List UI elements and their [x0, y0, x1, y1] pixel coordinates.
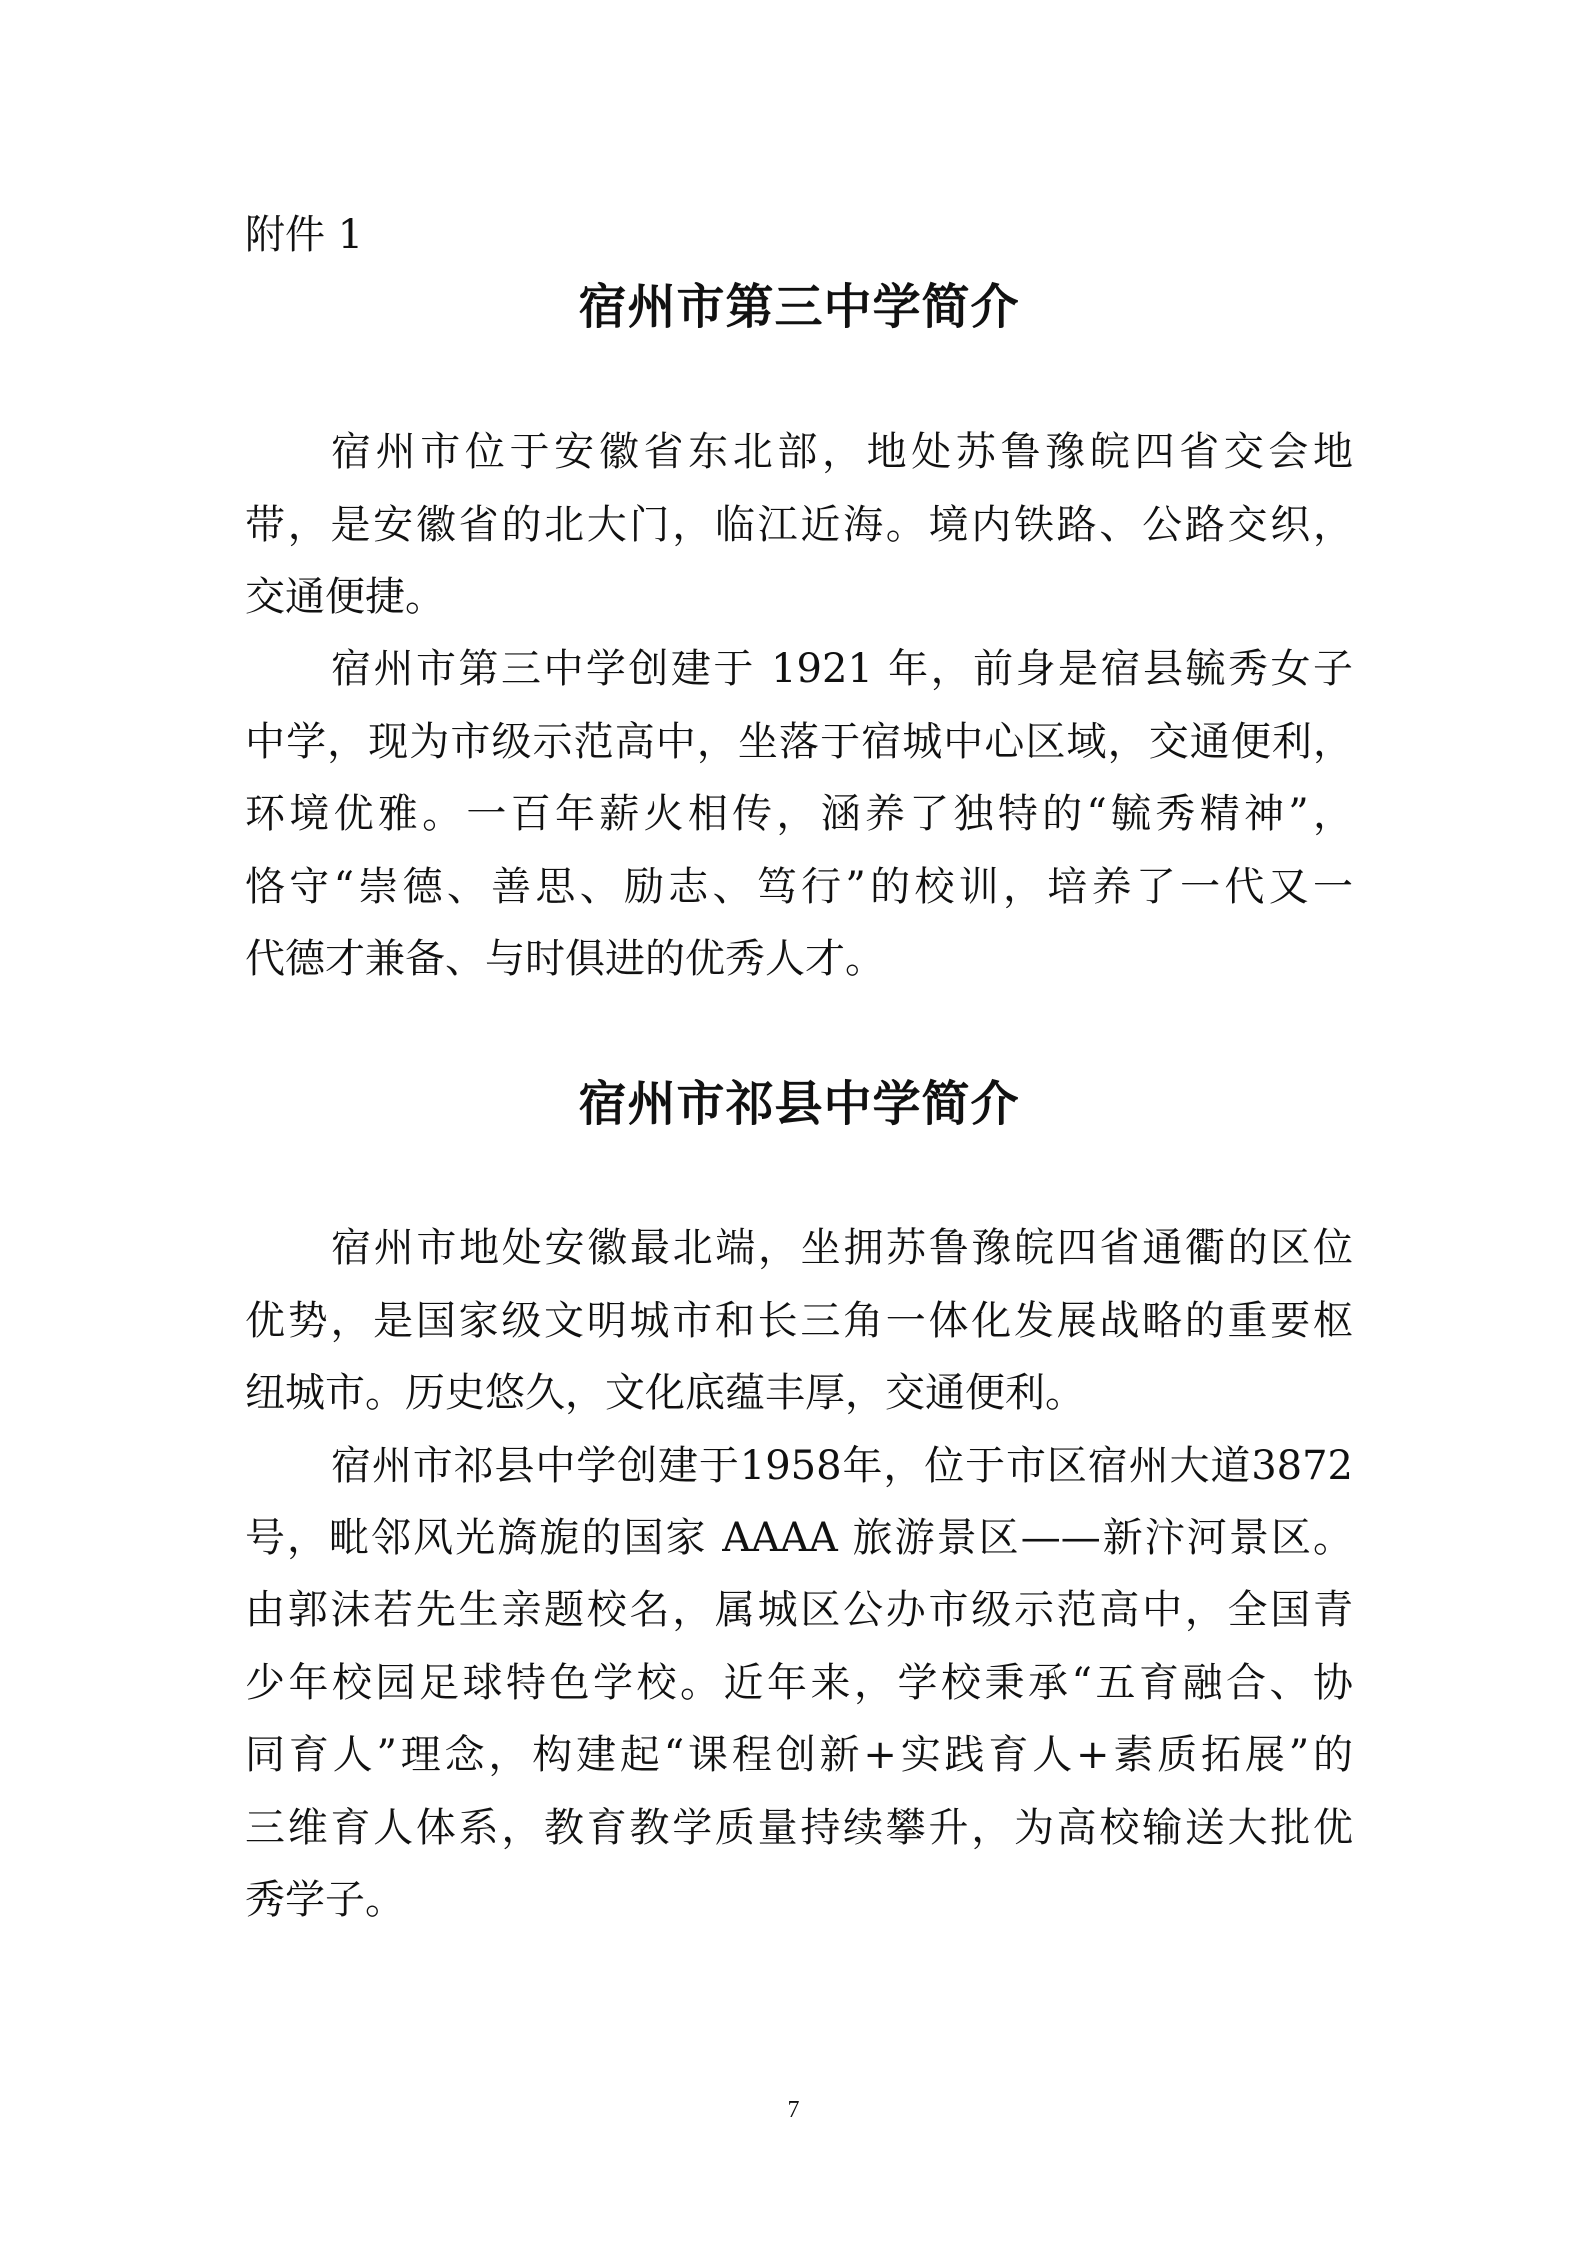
paragraph-line: 少年校园足球特色学校。近年来，学校秉承“五育融合、协: [245, 1659, 1353, 1706]
paragraph-line: 宿州市祁县中学创建于1958年，位于市区宿州大道3872: [331, 1442, 1353, 1489]
paragraph-line: 同育人”理念，构建起“课程创新+实践育人+素质拓展”的: [245, 1732, 1353, 1779]
paragraph-line: 带，是安徽省的北大门，临江近海。境内铁路、公路交织，: [245, 501, 1353, 548]
paragraph-line: 宿州市位于安徽省东北部，地处苏鲁豫皖四省交会地: [331, 429, 1353, 476]
section-school-3: [245, 271, 1353, 995]
paragraph: [245, 1212, 1353, 1429]
paragraph-line: 优势，是国家级文明城市和长三角一体化发展战略的重要枢: [245, 1297, 1353, 1344]
paragraph-line: 恪守“崇德、善思、励志、笃行”的校训，培养了一代又一: [245, 863, 1353, 910]
paragraph: [245, 416, 1353, 633]
paragraph: [245, 1430, 1353, 1937]
paragraph-line: 环境优雅。一百年薪火相传，涵养了独特的“毓秀精神”，: [245, 791, 1353, 838]
attachment-label: 附件 1: [245, 212, 364, 258]
blank-line: [245, 995, 1353, 1067]
blank-line: [245, 1140, 1353, 1212]
paragraph-line: 纽城市。历史悠久，文化底蕴丰厚，交通便利。: [245, 1370, 1085, 1417]
document-body: [245, 199, 1353, 1936]
blank-line: [245, 344, 1353, 416]
paragraph-line: 中学，现为市级示范高中，坐落于宿城中心区域，交通便利，: [245, 718, 1353, 765]
paragraph-line: 秀学子。: [245, 1876, 405, 1923]
paragraph-line: 宿州市地处安徽最北端，坐拥苏鲁豫皖四省通衢的区位: [331, 1225, 1353, 1272]
paragraph-line: 宿州市第三中学创建于 1921 年，前身是宿县毓秀女子: [331, 646, 1353, 693]
page-number: 7: [787, 2097, 800, 2123]
paragraph-line: 三维育人体系，教育教学质量持续攀升，为高校输送大批优: [245, 1804, 1353, 1851]
paragraph-line: 交通便捷。: [245, 573, 445, 620]
paragraph-line: 号，毗邻风光旖旎的国家 AAAA 旅游景区——新汴河景区。: [245, 1515, 1353, 1562]
paragraph-line: 由郭沫若先生亲题校名，属城区公办市级示范高中，全国青: [245, 1587, 1353, 1634]
section-qixian-school: [245, 1068, 1353, 1937]
paragraph-line: 代德才兼备、与时俱进的优秀人才。: [245, 935, 885, 982]
section-title: 宿州市第三中学简介: [578, 279, 1020, 336]
section-title: 宿州市祁县中学简介: [578, 1075, 1020, 1132]
paragraph: [245, 633, 1353, 995]
